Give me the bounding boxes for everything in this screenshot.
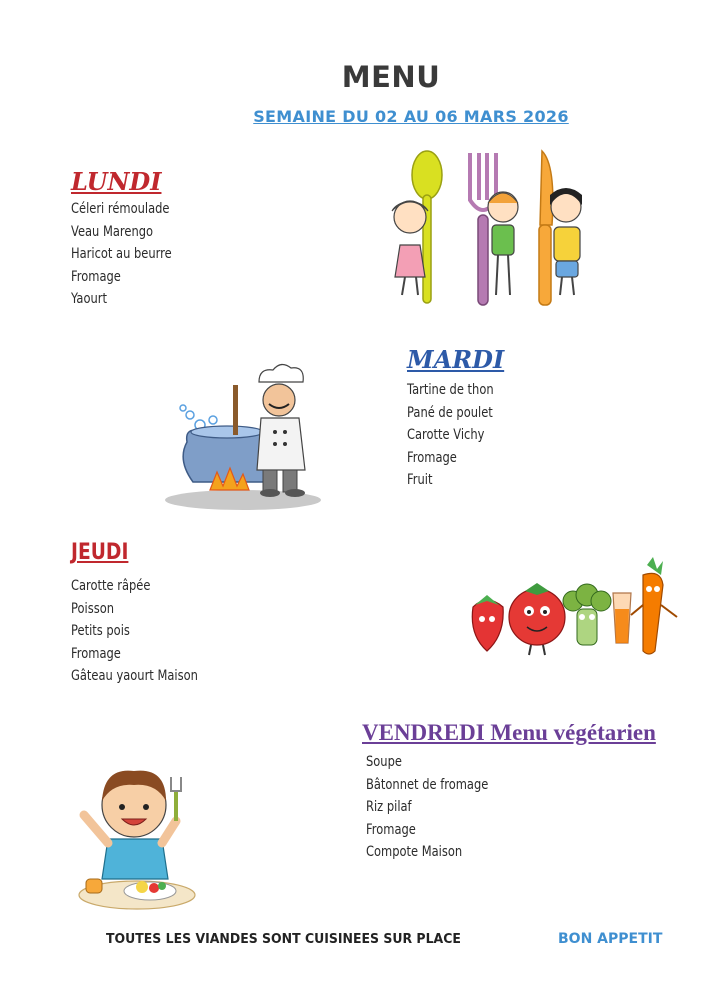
list-item: Pané de poulet <box>407 404 493 421</box>
day-heading-mardi: MARDI <box>407 345 505 374</box>
list-item: Fromage <box>71 268 121 285</box>
list-item: Veau Marengo <box>71 223 154 240</box>
list-item: Soupe <box>366 754 402 770</box>
list-item: Petits pois <box>71 623 130 639</box>
list-item: Poisson <box>71 600 114 617</box>
list-item: Haricot au beurre <box>71 246 172 262</box>
list-item: Fromage <box>71 645 121 662</box>
list-item: Tartine de thon <box>407 382 494 398</box>
list-item: Carotte râpée <box>71 578 151 594</box>
list-item: Gâteau yaourt Maison <box>71 668 198 684</box>
list-item: Fromage <box>366 821 416 838</box>
list-item: Céleri rémoulade <box>71 201 170 217</box>
day-heading-lundi: LUNDI <box>71 167 162 196</box>
chef-cooking-icon <box>155 360 330 515</box>
child-eating-icon <box>72 755 202 915</box>
list-item: Fromage <box>407 449 457 466</box>
list-item: Yaourt <box>71 291 107 307</box>
cutlery-kids-icon <box>370 145 590 310</box>
list-item: Compote Maison <box>366 844 463 860</box>
footer-greeting: BON APPETIT <box>558 931 663 947</box>
page-title: MENU <box>341 60 441 94</box>
vegetables-icon <box>465 555 690 660</box>
list-item: Riz pilaf <box>366 799 412 815</box>
day-heading-vendredi: VENDREDI Menu végétarien <box>362 720 656 745</box>
footer-note: TOUTES LES VIANDES SONT CUISINEES SUR PLACE <box>106 932 461 947</box>
list-item: Bâtonnet de fromage <box>366 776 489 793</box>
day-heading-jeudi: JEUDI <box>71 540 129 565</box>
list-item: Carotte Vichy <box>407 427 485 443</box>
week-subtitle: SEMAINE DU 02 AU 06 MARS 2026 <box>253 107 569 126</box>
menu-list-jeudi <box>71 575 198 688</box>
list-item: Fruit <box>407 472 433 488</box>
menu-list-vendredi <box>366 751 488 864</box>
menu-list-mardi <box>407 379 494 492</box>
menu-list-lundi <box>71 198 172 311</box>
